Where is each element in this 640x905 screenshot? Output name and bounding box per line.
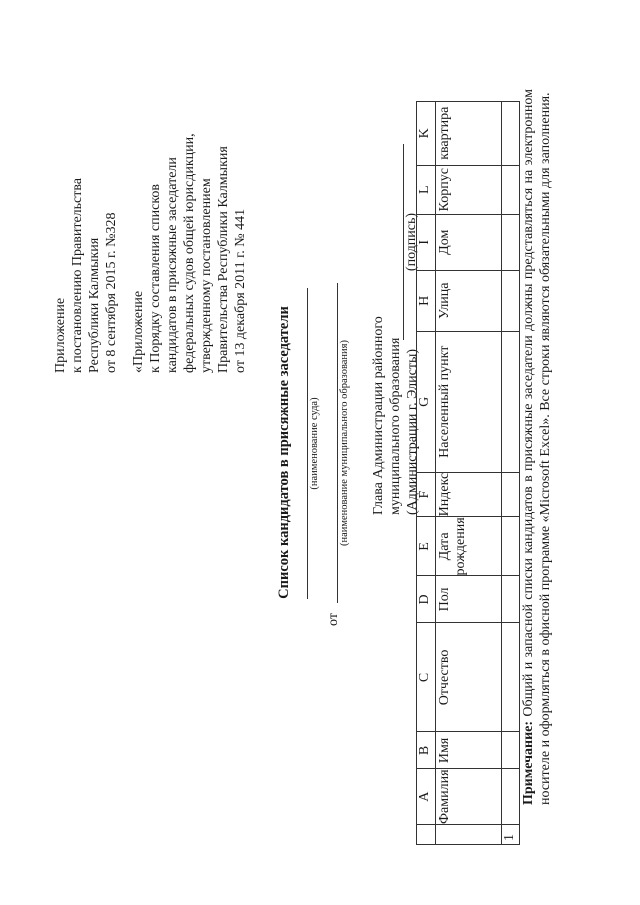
table-row — [502, 101, 520, 844]
column-letter: E — [417, 517, 436, 576]
table-cell — [502, 623, 520, 732]
table-cell — [417, 825, 436, 845]
municipality-line — [337, 283, 338, 603]
column-headers-row — [436, 101, 502, 844]
court-name-line — [307, 288, 308, 599]
table-cell — [502, 270, 520, 331]
column-letter: I — [417, 214, 436, 270]
note-label: Примечание: — [521, 720, 536, 805]
table-cell — [502, 214, 520, 270]
table-cell — [502, 732, 520, 769]
column-letter: F — [417, 472, 436, 517]
appendix-procedure-line: федеральных судов общей юрисдикции, — [182, 133, 197, 373]
appendix-main-line: к постановлению Правительства — [70, 177, 85, 373]
court-name-caption: (наименование суда) — [309, 397, 320, 490]
note-paragraph — [520, 89, 554, 805]
column-header: Дом — [436, 214, 502, 270]
appendix-main-line: Республики Калмыкия — [87, 237, 102, 373]
column-letter: H — [417, 270, 436, 331]
appendix-procedure-line: кандидатов в присяжные заседатели — [165, 157, 180, 373]
column-letter: B — [417, 732, 436, 769]
head-title-line: Глава Администрации районного — [371, 316, 386, 515]
note-text: Общий и запасной списки кандидатов в присяжные заседатели должны представляться на электронном носителе и оформляться в офисной программе «Microsoft Excel». Все строки являются обязательными для заполнения. — [521, 89, 553, 805]
column-header: Отчество — [436, 623, 502, 732]
table-cell — [502, 101, 520, 165]
column-letter: K — [417, 101, 436, 165]
table-cell — [502, 517, 520, 576]
column-header: Пол — [436, 576, 502, 623]
column-header: квартира — [436, 101, 502, 165]
column-letter: D — [417, 576, 436, 623]
column-header: Имя — [436, 732, 502, 769]
column-header: Дата рождения — [436, 517, 502, 576]
row-number: 1 — [502, 825, 520, 845]
column-header: Населенный пункт — [436, 331, 502, 472]
document-title: Список кандидатов в присяжные заседатели — [276, 306, 292, 599]
appendix-main-line: Приложение — [53, 297, 68, 373]
column-header: Корпус — [436, 165, 502, 214]
column-header: Индекс — [436, 472, 502, 517]
table-cell — [502, 472, 520, 517]
appendix-procedure-line: утвержденному постановлением — [199, 178, 214, 373]
table-cell — [502, 165, 520, 214]
candidates-table — [416, 101, 520, 845]
table-cell — [502, 576, 520, 623]
appendix-main-block — [52, 178, 120, 373]
from-label: от — [326, 613, 341, 626]
table-cell — [502, 769, 520, 825]
municipality-caption: (наименование муниципального образования) — [339, 339, 350, 547]
column-letter: L — [417, 165, 436, 214]
appendix-main-line: от 8 сентября 2015 г. №328 — [104, 212, 119, 373]
appendix-procedure-line: «Приложение — [131, 290, 146, 373]
appendix-procedure-line: от 13 декабря 2011 г. № 441 — [233, 208, 248, 373]
column-letters-row — [417, 101, 436, 844]
column-letter: G — [417, 331, 436, 472]
column-header: Улица — [436, 270, 502, 331]
column-letter: A — [417, 769, 436, 825]
table-cell — [436, 825, 502, 845]
column-letter: C — [417, 623, 436, 732]
table-cell — [502, 331, 520, 472]
head-title-line: муниципального образования — [388, 337, 403, 515]
appendix-procedure-block — [130, 133, 249, 373]
signature-caption: (подпись) — [404, 212, 419, 272]
appendix-procedure-line: Правительства Республики Калмыкия — [216, 146, 231, 373]
column-header: Фамилия — [436, 769, 502, 825]
head-title-line: (Администрации г. Элисты) — [405, 348, 420, 515]
appendix-procedure-line: к Порядку составления списков — [148, 183, 163, 373]
head-signature-block — [370, 316, 421, 515]
